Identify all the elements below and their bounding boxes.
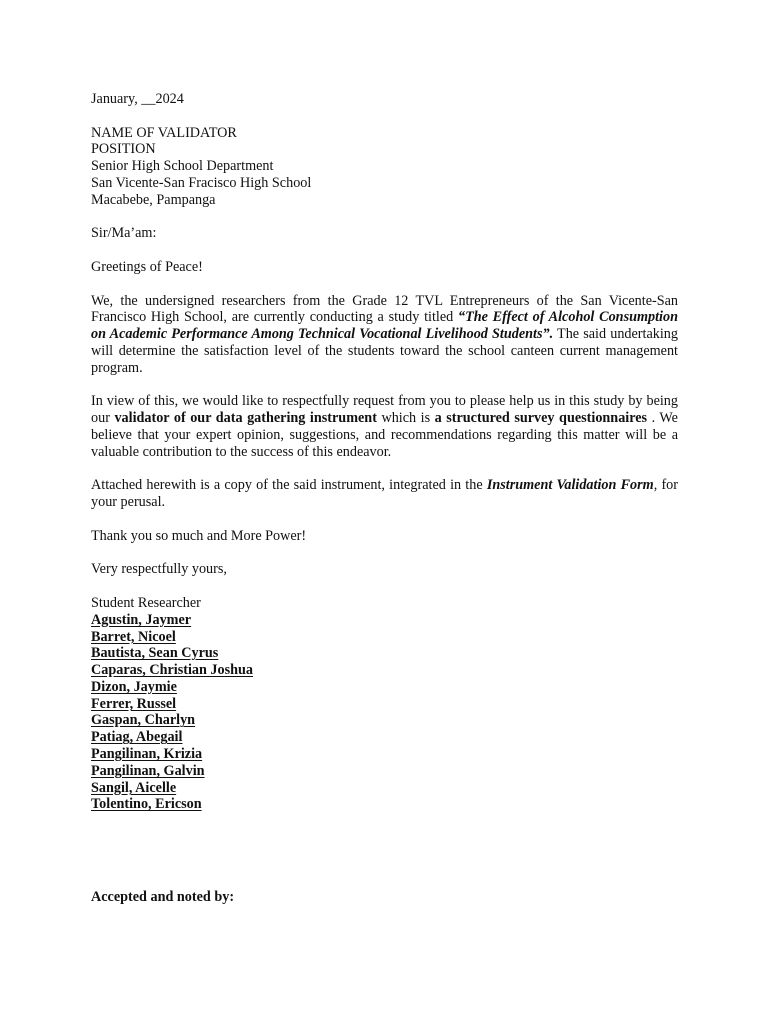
paragraph-request-b: which is	[376, 410, 435, 427]
paragraph-attached-a: Attached herewith is a copy of the said instrument, integrated in the	[91, 477, 487, 494]
researcher-name: Patiag, Abegail	[91, 729, 183, 746]
researcher-name: Pangilinan, Krizia	[91, 746, 203, 763]
letter-body	[91, 91, 678, 813]
paragraph-study	[91, 293, 678, 377]
paragraph-request-a: In view of this, we would like to respectfully request from you to please help us in this study by being our	[91, 393, 678, 427]
salutation: Sir/Ma’am:	[91, 225, 157, 242]
researcher-name: Caparas, Christian Joshua	[91, 662, 254, 679]
recipient-department: Senior High School Department	[91, 158, 274, 175]
paragraph-attached-b: , for your perusal.	[91, 477, 678, 511]
researcher-name: Tolentino, Ericson	[91, 796, 202, 813]
paragraph-request-c: . We believe that your expert opinion, suggestions, and recommendations regarding this matter will be a valuable contribution to the success of this endeavor.	[91, 410, 678, 460]
researcher-name: Agustin, Jaymer	[91, 611, 192, 628]
recipient-block	[91, 125, 678, 209]
paragraph-study-outro: The said undertaking will determine the satisfaction level of the students toward the school canteen current management program.	[91, 326, 678, 376]
recipient-address: Macabebe, Pampanga	[91, 191, 216, 208]
letter-date: January, __2024	[91, 91, 184, 107]
researcher-name: Dizon, Jaymie	[91, 678, 177, 695]
paragraph-attached	[91, 477, 678, 511]
closing-line: Very respectfully yours,	[91, 561, 227, 578]
researcher-list	[91, 612, 678, 814]
greeting: Greetings of Peace!	[91, 258, 203, 275]
recipient-school: San Vicente-San Fracisco High School	[91, 174, 312, 191]
researcher-name: Ferrer, Russel	[91, 695, 177, 712]
questionnaire-phrase: a structured survey questionnaires	[434, 410, 648, 427]
researcher-name: Gaspan, Charlyn	[91, 712, 196, 729]
researcher-name: Bautista, Sean Cyrus	[91, 645, 219, 662]
paragraph-study-intro: We, the undersigned researchers from the Grade 12 TVL Entrepreneurs of the San Vicente-San Francisco High School, are currently conducting a study titled	[91, 292, 678, 326]
recipient-position: POSITION	[91, 141, 156, 158]
signatory-label: Student Researcher	[91, 594, 201, 611]
researcher-name: Sangil, Aicelle	[91, 779, 177, 796]
study-title: “The Effect of Alcohol Consumption on Academic Performance Among Technical Vocational Livelihood Students”.	[91, 309, 678, 343]
thanks-line: Thank you so much and More Power!	[91, 527, 307, 544]
accepted-noted-label: Accepted and noted by:	[91, 889, 235, 905]
validator-phrase: validator of our data gathering instrument	[114, 410, 377, 427]
recipient-name: NAME OF VALIDATOR	[91, 124, 237, 141]
paragraph-request	[91, 393, 678, 460]
validation-form-title: Instrument Validation Form	[486, 477, 654, 494]
researcher-name: Barret, Nicoel	[91, 628, 176, 645]
researcher-name: Pangilinan, Galvin	[91, 762, 205, 779]
